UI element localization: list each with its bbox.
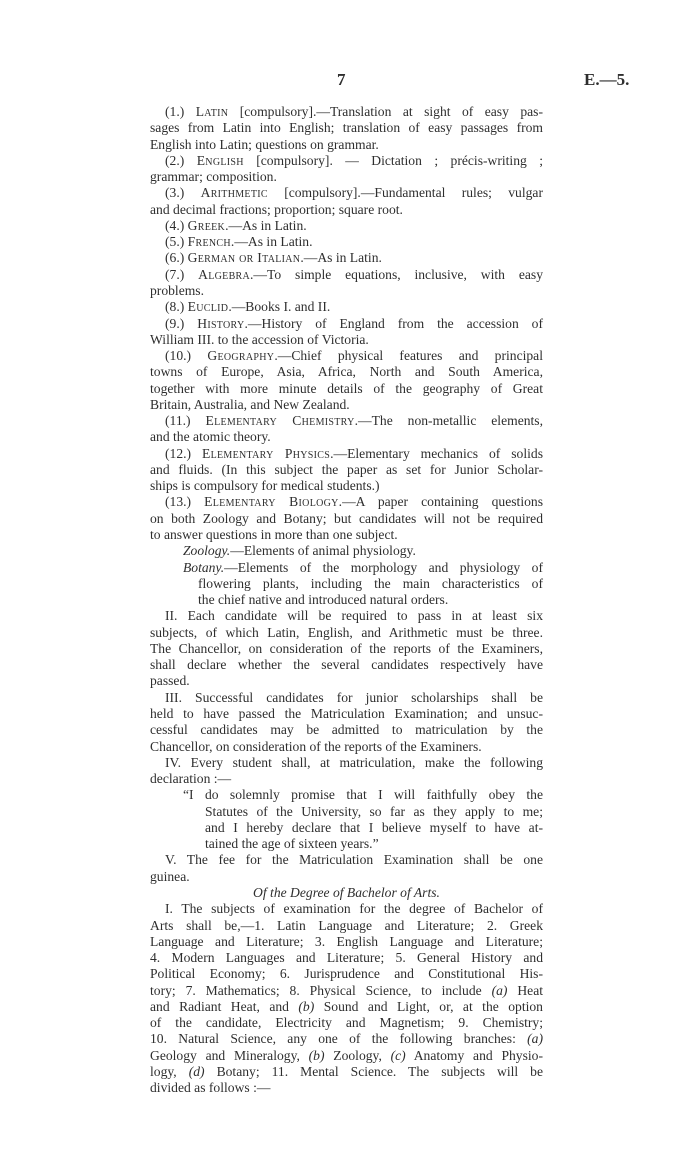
text-line xyxy=(165,153,543,169)
section-heading xyxy=(150,885,543,901)
subject-name: French xyxy=(187,234,231,250)
subject-name: English xyxy=(196,152,244,168)
text-line xyxy=(165,901,543,917)
text-segment: passed. xyxy=(150,673,190,689)
text-segment: grammar; composition. xyxy=(150,169,277,185)
subject-name: Elementary Physics xyxy=(202,445,331,461)
text-segment: —Elements of animal physiology. xyxy=(230,543,416,559)
text-line xyxy=(150,478,543,494)
text-segment: Heat xyxy=(507,982,543,998)
text-segment: .—A paper containing questions xyxy=(338,494,543,510)
text-line xyxy=(150,625,543,641)
text-line xyxy=(150,397,543,413)
text-segment: sages from Latin into English; translation of easy passages from xyxy=(150,120,543,136)
text-segment: The Chancellor, on consideration of the reports of the Examiners, xyxy=(150,640,543,656)
text-line xyxy=(150,657,543,673)
italic-text: (d) xyxy=(188,1063,205,1079)
text-segment: [compulsory].—Fundamental rules; vulgar xyxy=(267,185,543,201)
text-line xyxy=(150,673,543,689)
text-segment: Chancellor, on consideration of the reports of the Examiners. xyxy=(150,738,482,754)
text-line xyxy=(150,950,543,966)
text-line xyxy=(165,413,543,429)
text-line xyxy=(150,934,543,950)
italic-text: (a) xyxy=(527,1031,543,1047)
text-segment: declaration :— xyxy=(150,771,232,787)
text-segment: Statutes of the University, so far as they apply to me; xyxy=(205,803,543,819)
text-segment: tory; 7. Mathematics; 8. Physical Science, to include xyxy=(150,982,492,998)
text-segment: tained the age of sixteen years.” xyxy=(205,836,379,852)
text-line xyxy=(150,381,543,397)
text-segment: ships is compulsory for medical students.) xyxy=(150,478,380,494)
text-segment: together with more minute details of the geography of Great xyxy=(150,380,543,396)
text-line xyxy=(165,267,543,283)
text-segment: (13.) xyxy=(165,494,205,510)
text-segment: cessful candidates may be admitted to matriculation by the xyxy=(150,722,543,738)
italic-text: Of the Degree of Bachelor of Arts. xyxy=(253,884,440,900)
text-segment: (8.) xyxy=(165,299,188,315)
text-line xyxy=(150,462,543,478)
text-line xyxy=(198,592,543,608)
text-line xyxy=(205,804,543,820)
text-segment: Anatomy and Physio- xyxy=(405,1047,543,1063)
text-segment: Language and Literature; 3. English Language and Literature; xyxy=(150,933,543,949)
text-segment: Botany; 11. Mental Science. The subjects will be xyxy=(204,1063,543,1079)
text-segment: 4. Modern Languages and Literature; 5. General History and xyxy=(150,950,543,966)
subject-name: German or Italian xyxy=(187,250,301,266)
text-segment: Arts shall be,—1. Latin Language and Literature; 2. Greek xyxy=(150,917,543,933)
text-line xyxy=(183,543,543,559)
text-line xyxy=(150,1048,543,1064)
text-segment: divided as follows :— xyxy=(150,1080,271,1096)
text-line xyxy=(165,250,543,266)
text-segment: V. The fee for the Matriculation Examination shall be one xyxy=(165,852,543,868)
text-segment: and the atomic theory. xyxy=(150,429,271,445)
text-line xyxy=(165,218,543,234)
text-segment: the chief native and introduced natural orders. xyxy=(198,592,449,608)
text-segment: of the candidate, Electricity and Magnetism; 9. Chemistry; xyxy=(150,1015,543,1031)
text-segment: (11.) xyxy=(165,413,206,429)
text-segment: and I hereby declare that I believe myself to have at- xyxy=(205,819,543,835)
text-segment: IV. Every student shall, at matriculation, make the following xyxy=(165,754,543,770)
text-segment: —Elements of the morphology and physiology of xyxy=(224,559,543,575)
text-segment: on both Zoology and Botany; but candidates will not be required xyxy=(150,510,543,526)
text-segment: to answer questions in more than one subject. xyxy=(150,527,398,543)
text-segment: towns of Europe, Asia, Africa, North and South America, xyxy=(150,364,543,380)
text-line xyxy=(165,852,543,868)
italic-text: (a) xyxy=(491,982,508,998)
subject-name: Geography xyxy=(207,348,275,364)
subject-name: Latin xyxy=(195,104,229,119)
text-segment: .—As in Latin. xyxy=(300,250,382,266)
text-segment: Geology and Mineralogy, xyxy=(150,1047,309,1063)
italic-text: Zoology. xyxy=(183,543,231,559)
text-segment: (12.) xyxy=(165,445,202,461)
text-segment: III. Successful candidates for junior scholarships shall be xyxy=(165,689,543,705)
text-line xyxy=(150,120,543,136)
text-segment: William III. to the accession of Victoria. xyxy=(150,331,369,347)
text-line xyxy=(165,316,543,332)
text-line xyxy=(165,494,543,510)
text-line xyxy=(165,608,543,624)
subject-name: Greek xyxy=(187,217,226,233)
subject-name: Elementary Chemistry xyxy=(205,413,355,429)
text-segment: problems. xyxy=(150,282,204,298)
text-segment: (9.) xyxy=(165,315,198,331)
text-segment: (10.) xyxy=(165,348,208,364)
italic-text: (b) xyxy=(308,1047,325,1063)
text-line xyxy=(150,332,543,348)
text-segment: [compulsory]. — Dictation ; précis-writing ; xyxy=(243,152,543,168)
italic-text: (c) xyxy=(390,1047,406,1063)
text-line xyxy=(150,999,543,1015)
text-line xyxy=(205,836,543,852)
text-line xyxy=(150,722,543,738)
text-line xyxy=(150,137,543,153)
text-segment: .—History of England from the accession of xyxy=(244,315,543,331)
subject-name: History xyxy=(197,315,245,331)
text-line xyxy=(165,185,543,201)
text-line xyxy=(198,576,543,592)
text-segment: (3.) xyxy=(165,185,201,201)
text-segment: Britain, Australia, and New Zealand. xyxy=(150,396,350,412)
text-segment: (4.) xyxy=(165,217,188,233)
document-reference: E.—5. xyxy=(584,70,630,89)
text-line xyxy=(150,527,543,543)
text-segment: shall declare whether the several candidates respectively have xyxy=(150,657,543,673)
text-segment: Sound and Light, or, at the option xyxy=(314,998,543,1014)
text-segment: (6.) xyxy=(165,250,188,266)
text-segment: and decimal fractions; proportion; square root. xyxy=(150,201,403,217)
text-segment: 10. Natural Science, any one of the following branches: xyxy=(150,1031,528,1047)
text-line xyxy=(150,739,543,755)
text-segment: .—As in Latin. xyxy=(225,217,307,233)
text-segment: Political Economy; 6. Jurisprudence and Constitutional His- xyxy=(150,966,543,982)
text-segment: English into Latin; questions on grammar. xyxy=(150,136,379,152)
text-segment: guinea. xyxy=(150,868,190,884)
text-segment: .—To simple equations, inclusive, with easy xyxy=(250,266,543,282)
italic-text: Botany. xyxy=(183,559,225,575)
text-line xyxy=(165,234,543,250)
subject-name: Elementary Biology xyxy=(204,494,339,510)
text-segment: .—As in Latin. xyxy=(230,234,313,250)
text-line xyxy=(150,966,543,982)
text-segment: .—Elementary mechanics of solids xyxy=(330,445,543,461)
text-line xyxy=(183,787,543,803)
text-line xyxy=(150,364,543,380)
text-line xyxy=(150,1015,543,1031)
text-segment: .—Chief physical features and principal xyxy=(274,348,543,364)
text-segment: (1.) xyxy=(165,104,196,119)
text-segment: [compulsory].—Translation at sight of easy pas- xyxy=(228,104,543,119)
text-segment: held to have passed the Matriculation Examination; and unsuc- xyxy=(150,705,543,721)
text-segment: .—The non-metallic elements, xyxy=(354,413,543,429)
text-line xyxy=(183,560,543,576)
text-segment: .—Books I. and II. xyxy=(228,299,331,315)
text-line xyxy=(150,169,543,185)
text-line xyxy=(165,104,543,120)
subject-name: Euclid xyxy=(187,299,229,315)
text-line xyxy=(165,348,543,364)
text-line xyxy=(165,446,543,462)
text-line xyxy=(150,429,543,445)
text-segment: subjects, of which Latin, English, and Arithmetic must be three. xyxy=(150,624,543,640)
text-line xyxy=(205,820,543,836)
text-line xyxy=(165,690,543,706)
text-segment: (2.) xyxy=(165,152,197,168)
italic-text: (b) xyxy=(298,998,315,1014)
text-segment: “I do solemnly promise that I will faithfully obey the xyxy=(183,787,543,803)
text-segment: flowering plants, including the main characteristics of xyxy=(198,575,543,591)
text-line xyxy=(150,983,543,999)
text-line xyxy=(150,1064,543,1080)
text-segment: and fluids. (In this subject the paper as set for Junior Scholar- xyxy=(150,461,543,477)
subject-name: Arithmetic xyxy=(200,185,268,201)
page-number: 7 xyxy=(337,70,346,89)
text-line xyxy=(150,202,543,218)
text-line xyxy=(150,1031,543,1047)
text-line xyxy=(165,755,543,771)
text-line xyxy=(150,511,543,527)
text-line xyxy=(150,283,543,299)
text-line xyxy=(150,771,543,787)
text-line xyxy=(150,706,543,722)
text-segment: II. Each candidate will be required to pass in at least six xyxy=(165,608,543,624)
text-line xyxy=(150,641,543,657)
text-segment: (7.) xyxy=(165,266,199,282)
text-segment: and Radiant Heat, and xyxy=(150,998,299,1014)
text-segment: (5.) xyxy=(165,234,188,250)
text-line xyxy=(165,299,543,315)
text-segment: logy, xyxy=(150,1063,189,1079)
text-line xyxy=(150,1080,543,1096)
text-line xyxy=(150,918,543,934)
text-line xyxy=(150,869,543,885)
subject-name: Algebra xyxy=(198,266,251,282)
text-segment: I. The subjects of examination for the degree of Bachelor of xyxy=(165,901,543,917)
text-segment: Zoology, xyxy=(324,1047,391,1063)
